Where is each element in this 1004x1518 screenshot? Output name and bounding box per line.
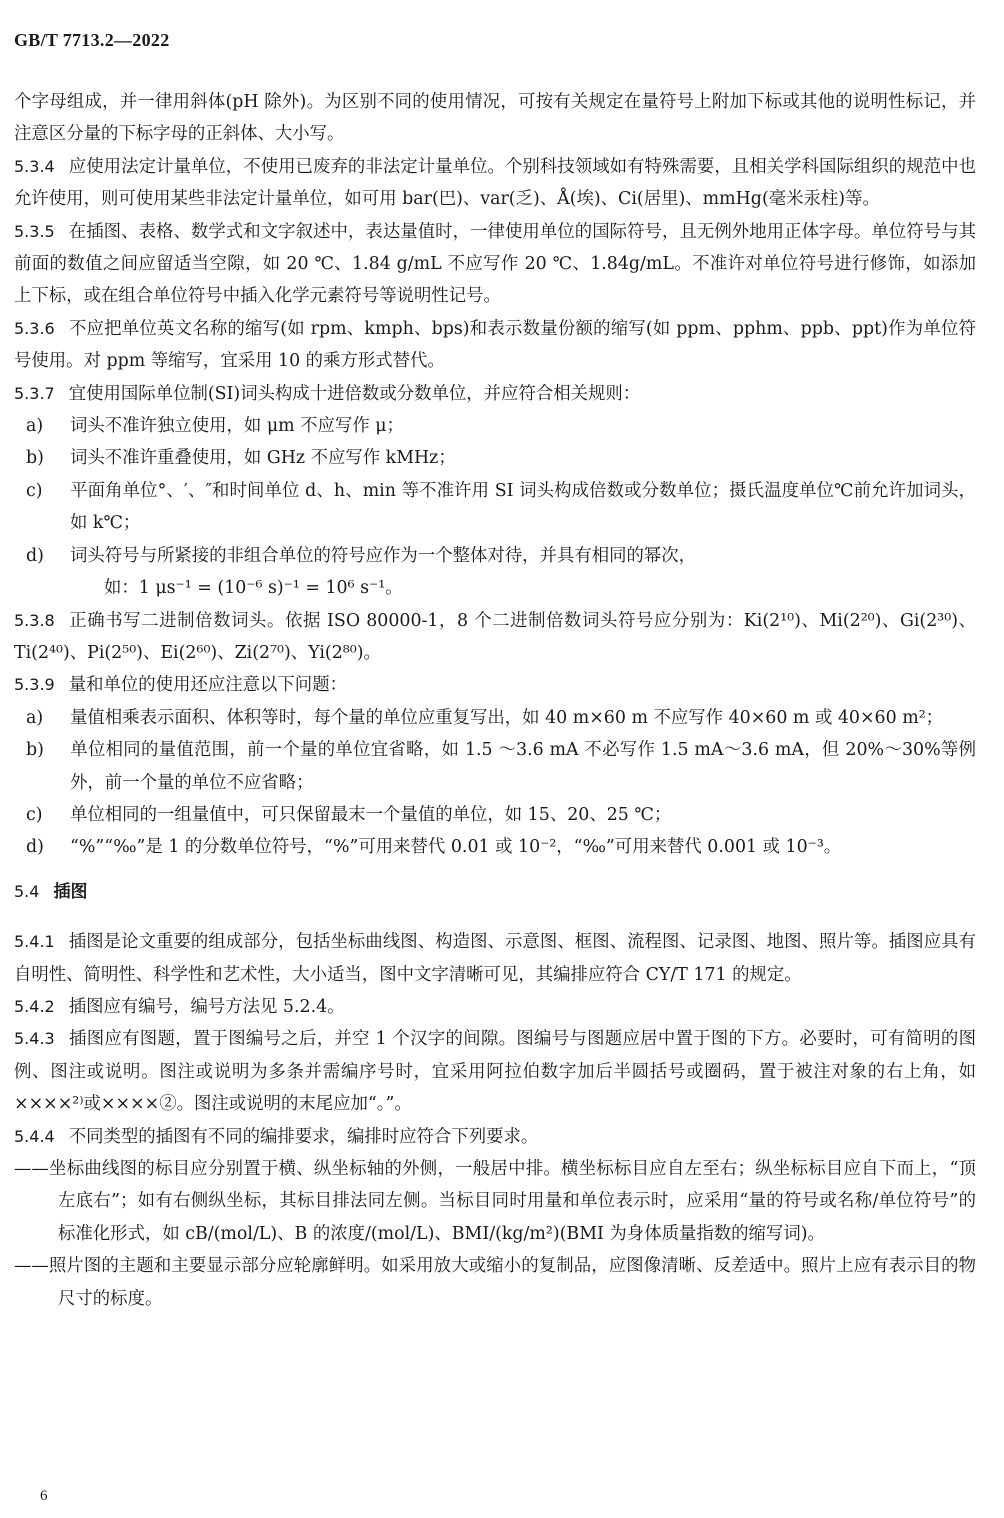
list-text: “%”“‰”是 1 的分数单位符号，“%”可用来替代 0.01 或 10⁻²，“‰”可用来替代 0.001 或 10⁻³。	[70, 837, 842, 858]
list-item	[14, 702, 976, 734]
list-label: b)	[26, 740, 44, 761]
clause-text: 应使用法定计量单位，不使用已废弃的非法定计量单位。个别科技领域如有特殊需要，且相关学科国际组织的规范中也允许使用，则可使用某些非法定计量单位，如可用 bar(巴)、var(乏)、Å(埃)、Ci(居里)、mmHg(毫米汞柱)等。	[14, 156, 976, 210]
clause-5-3-5	[14, 216, 976, 313]
standard-code: GB/T 7713.2—2022	[14, 30, 170, 50]
list-text: 单位相同的一组量值中，可只保留最末一个量值的单位，如 15、20、25 ℃；	[70, 804, 672, 825]
clause-number: 5.4.4	[14, 1126, 55, 1146]
clause-number: 5.3.9	[14, 675, 55, 695]
list-text: 平面角单位°、′、″和时间单位 d、h、min 等不准许用 SI 词头构成倍数或分数单位；摄氏温度单位℃前允许加词头，如 k℃；	[70, 480, 976, 534]
clause-text: 插图是论文重要的组成部分，包括坐标曲线图、构造图、示意图、框图、流程图、记录图、地图、照片等。插图应具有自明性、简明性、科学性和艺术性，大小适当，图中文字清晰可见，其编排应符合 CY/T 171 的规定。	[14, 932, 976, 985]
page-number: 6	[40, 1488, 48, 1504]
clause-number: 5.3.6	[14, 318, 55, 338]
list-item	[14, 442, 976, 474]
section-heading-5-4	[14, 876, 976, 908]
clause-number: 5.4.1	[14, 932, 55, 952]
list-text: 词头不准许重叠使用，如 GHz 不应写作 kMHz；	[70, 448, 456, 469]
clause-text: 插图应有图题，置于图编号之后，并空 1 个汉字的间隙。图编号与图题应居中置于图的下方。必要时，可有简明的图例、图注或说明。图注或说明为多条并需编序号时，宜采用阿拉伯数字加后半圆括号或圈码，置于被注对象的右上角，如××××²⁾或××××②。图注或说明的末尾应加“。”。	[14, 1029, 976, 1115]
list-label: c)	[26, 480, 43, 501]
list-item	[14, 831, 976, 863]
clause-5-3-9	[14, 669, 976, 701]
list-label: b)	[26, 448, 44, 469]
section-title: 插图	[53, 881, 88, 902]
list-item	[14, 410, 976, 442]
clause-5-4-3	[14, 1023, 976, 1120]
clause-number: 5.3.8	[14, 610, 55, 630]
clause-number: 5.4.3	[14, 1029, 55, 1049]
list-label: a)	[26, 416, 44, 437]
paragraph-continuation: 个字母组成，并一律用斜体(pH 除外)。为区别不同的使用情况，可按有关规定在量符号上附加下标或其他的说明性标记，并注意区分量的下标字母的正斜体、大小写。	[14, 92, 976, 145]
list-label: a)	[26, 707, 44, 728]
list-label: d)	[26, 837, 44, 858]
clause-5-4-2	[14, 991, 976, 1023]
page-body	[14, 86, 976, 1315]
clause-text: 宜使用国际单位制(SI)词头构成十进倍数或分数单位，并应符合相关规则：	[68, 383, 641, 404]
clause-number: 5.3.5	[14, 221, 55, 241]
clause-5-4-4	[14, 1121, 976, 1153]
clause-text: 正确书写二进制倍数词头。依据 ISO 80000-1，8 个二进制倍数词头符号应分别为：Ki(2¹⁰)、Mi(2²⁰)、Gi(2³⁰)、Ti(2⁴⁰)、Pi(2⁵⁰)、Ei(2⁶⁰)、Zi(2⁷⁰)、Yi(2⁸⁰)。	[14, 610, 976, 663]
clause-5-3-7	[14, 378, 976, 410]
clause-text: 在插图、表格、数学式和文字叙述中，表达量值时，一律使用单位的国际符号，且无例外地用正体字母。单位符号与其前面的数值之间应留适当空隙，如 20 ℃、1.84 g/mL 不应写作 20 ℃、1.84g/mL。不准许对单位符号进行修饰，如添加上下标，或在组合单位符号中插入化学元素符号等说明性记号。	[14, 221, 976, 307]
clause-text: 量和单位的使用还应注意以下问题：	[68, 675, 347, 696]
clause-text: 插图应有编号，编号方法见 5.2.4。	[68, 996, 345, 1017]
clause-5-4-1	[14, 926, 976, 991]
clause-text: 不同类型的插图有不同的编排要求，编排时应符合下列要求。	[68, 1126, 539, 1147]
list-text: 量值相乘表示面积、体积等时，每个量的单位应重复写出，如 40 m×60 m 不应写作 40×60 m 或 40×60 m²；	[70, 707, 944, 728]
clause-5-3-4	[14, 151, 976, 216]
list-text: 词头符号与所紧接的非组合单位的符号应作为一个整体对待，并具有相同的幂次，	[70, 545, 697, 566]
clause-text: 不应把单位英文名称的缩写(如 rpm、kmph、bps)和表示数量份额的缩写(如 ppm、pphm、ppb、ppt)作为单位符号使用。对 ppm 等缩写，宜采用 10 的乘方形式替代。	[14, 318, 976, 372]
list-label: c)	[26, 804, 43, 825]
clause-number: 5.3.4	[14, 156, 55, 176]
formula-example: 如：1 μs⁻¹ = (10⁻⁶ s)⁻¹ = 10⁶ s⁻¹。	[104, 578, 403, 599]
list-text: 单位相同的量值范围，前一个量的单位宜省略，如 1.5 ～3.6 mA 不必写作 1.5 mA～3.6 mA，但 20%～30%等例外，前一个量的单位不应省略；	[70, 740, 976, 793]
list-label: d)	[26, 545, 44, 566]
list-text: 词头不准许独立使用，如 μm 不应写作 μ；	[70, 416, 404, 437]
clause-5-3-6	[14, 313, 976, 378]
list-item	[14, 540, 976, 572]
clause-number: 5.4.2	[14, 996, 55, 1016]
list-item	[14, 734, 976, 799]
dash-list-item: ——坐标曲线图的标目应分别置于横、纵坐标轴的外侧，一般居中排。横坐标标目应自左至右；纵坐标标目应自下而上，“顶左底右”；如有右侧纵坐标，其标目排法同左侧。当标目同时用量和单位表示时，应采用“量的符号或名称/单位符号”的标准化形式，如 cB/(mol/L)、B 的浓度/(mol/L)、BMI/(kg/m²)(BMI 为身体质量指数的缩写词)。	[14, 1159, 976, 1244]
dash-list-item: ——照片图的主题和主要显示部分应轮廓鲜明。如采用放大或缩小的复制品，应图像清晰、反差适中。照片上应有表示目的物尺寸的标度。	[14, 1256, 976, 1309]
clause-5-3-8	[14, 605, 976, 670]
list-item	[14, 475, 976, 540]
list-item	[14, 799, 976, 831]
clause-number: 5.3.7	[14, 383, 55, 403]
section-number: 5.4	[14, 881, 40, 901]
